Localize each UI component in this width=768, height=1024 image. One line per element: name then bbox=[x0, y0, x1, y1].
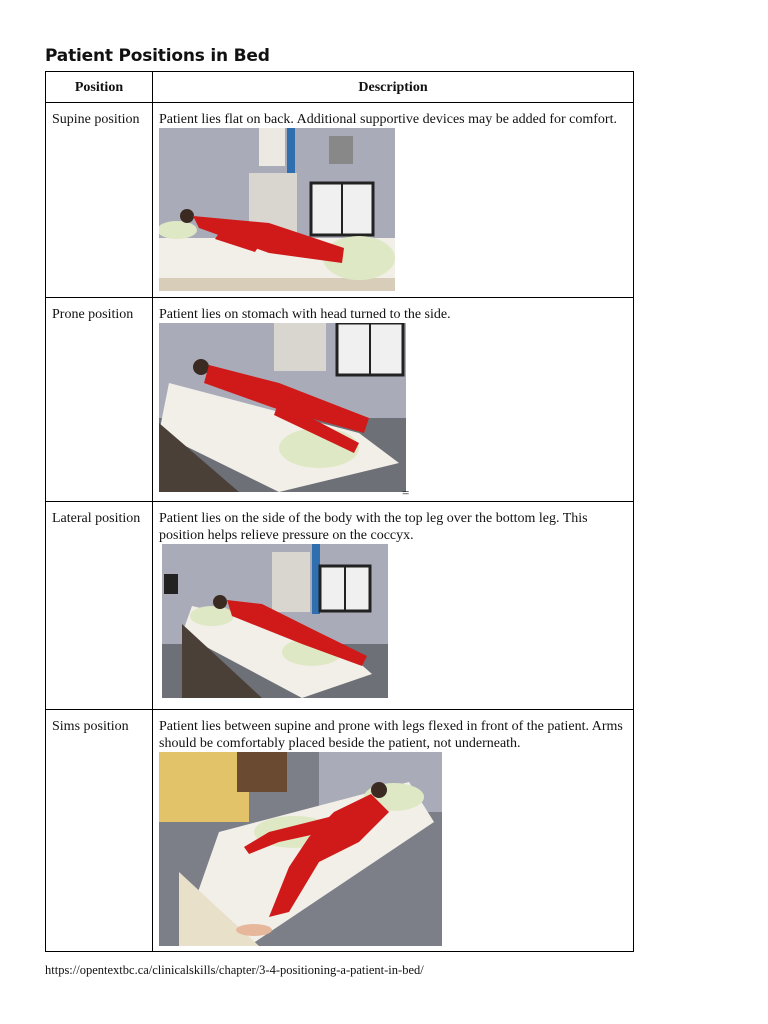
description-cell bbox=[153, 103, 634, 298]
position-name: Sims position bbox=[46, 710, 153, 952]
table-row bbox=[46, 298, 634, 502]
table-row bbox=[46, 502, 634, 710]
description-cell bbox=[153, 298, 634, 502]
table-row bbox=[46, 103, 634, 298]
position-name: Supine position bbox=[46, 103, 153, 298]
lateral-position-photo bbox=[162, 544, 388, 698]
supine-position-photo bbox=[159, 128, 395, 291]
description-cell bbox=[153, 502, 634, 710]
header-position: Position bbox=[46, 72, 153, 103]
position-description: Patient lies on stomach with head turned to the side. bbox=[159, 307, 451, 322]
header-description: Description bbox=[153, 72, 634, 103]
position-name: Prone position bbox=[46, 298, 153, 502]
page-title: Patient Positions in Bed bbox=[45, 46, 270, 66]
position-description: Patient lies on the side of the body with the top leg over the bottom leg. This position helps relieve pressure on the coccyx. bbox=[159, 511, 588, 543]
table-header-row bbox=[46, 72, 634, 103]
position-description: Patient lies flat on back. Additional supportive devices may be added for comfort. bbox=[159, 112, 617, 127]
description-cell bbox=[153, 710, 634, 952]
table-row bbox=[46, 710, 634, 952]
stray-equals-sign: = bbox=[402, 485, 410, 500]
position-description: Patient lies between supine and prone with legs flexed in front of the patient. Arms should be comfortably placed beside the patient, not underneath. bbox=[159, 719, 623, 751]
position-name: Lateral position bbox=[46, 502, 153, 710]
positions-table bbox=[45, 71, 634, 952]
sims-position-photo bbox=[159, 752, 442, 946]
source-url: https://opentextbc.ca/clinicalskills/chapter/3-4-positioning-a-patient-in-bed/ bbox=[45, 963, 424, 977]
prone-position-photo bbox=[159, 323, 406, 492]
